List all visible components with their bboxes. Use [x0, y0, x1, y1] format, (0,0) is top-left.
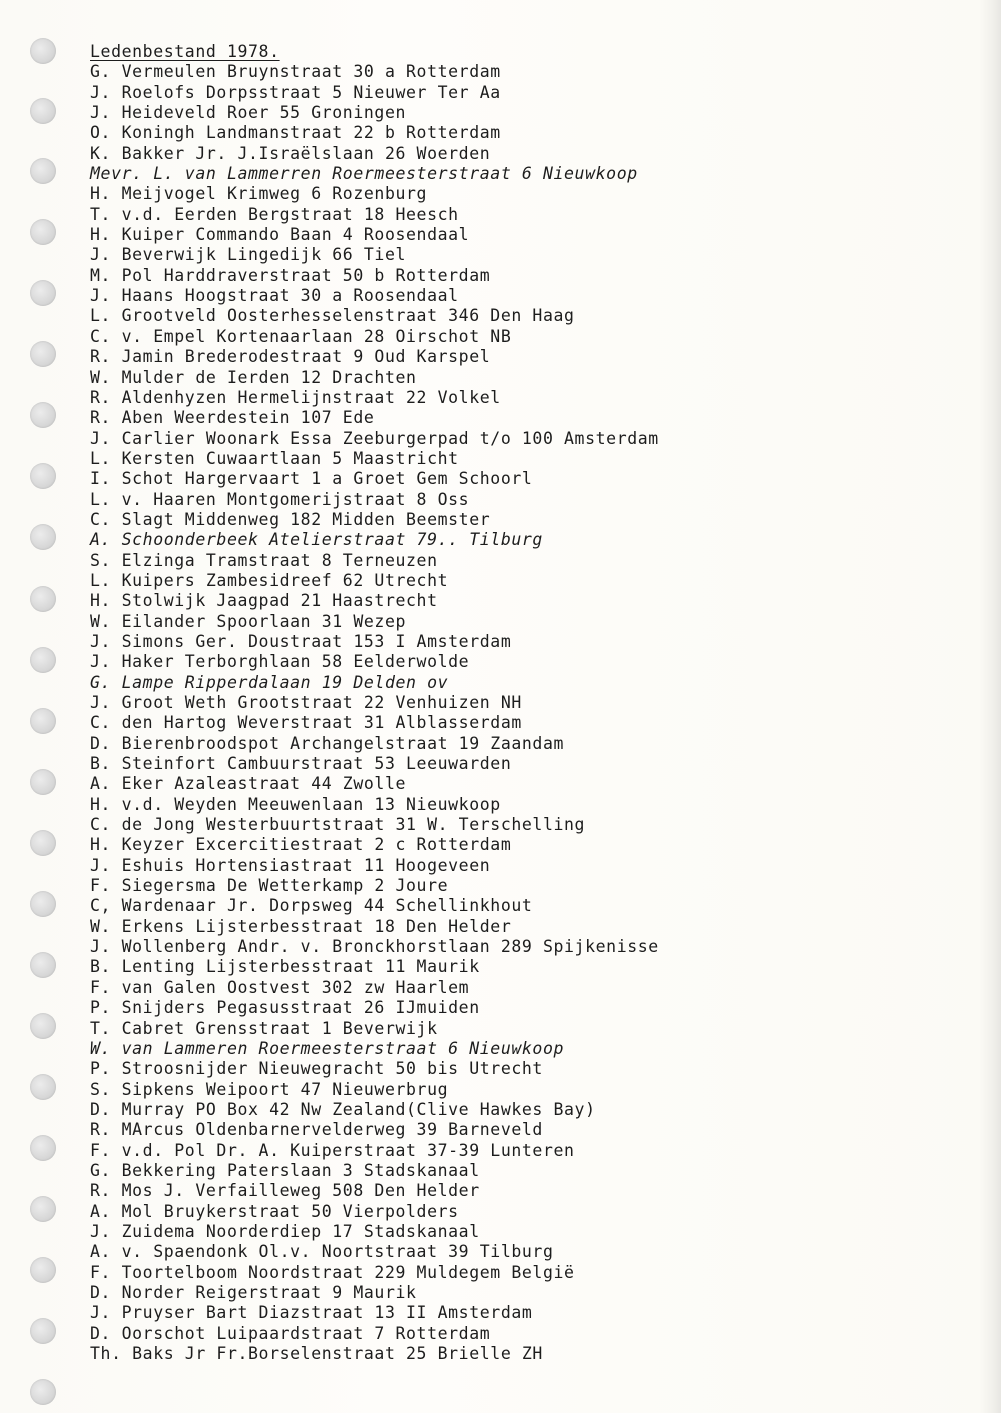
punch-hole: [30, 280, 56, 306]
member-entry: C. de Jong Westerbuurtstraat 31 W. Terschelling: [90, 815, 586, 835]
punch-hole: [30, 891, 56, 917]
punch-hole: [30, 38, 56, 64]
member-entry: F. van Galen Oostvest 302 zw Haarlem: [90, 977, 470, 997]
punch-hole: [30, 1257, 56, 1283]
member-entry: A. Eker Azaleastraat 44 Zwolle: [90, 774, 407, 794]
punch-hole: [30, 708, 56, 734]
member-entry: L. Kuipers Zambesidreef 62 Utrecht: [90, 570, 449, 590]
member-entry: T. v.d. Eerden Bergstraat 18 Heesch: [90, 204, 459, 224]
punch-hole: [30, 1013, 56, 1039]
member-entry: A. Schoonderbeek Atelierstraat 79.. Tilburg: [90, 530, 543, 550]
member-entry: P. Stroosnijder Nieuwegracht 50 bis Utrecht: [90, 1059, 543, 1079]
member-entry: D. Oorschot Luipaardstraat 7 Rotterdam: [90, 1323, 491, 1343]
punch-hole: [30, 1379, 56, 1405]
member-entry: B. Lenting Lijsterbesstraat 11 Maurik: [90, 957, 480, 977]
member-entry: G. Lampe Ripperdalaan 19 Delden ov: [90, 672, 449, 692]
punch-hole: [30, 98, 56, 124]
member-list: [90, 62, 970, 1364]
member-entry: R. Aldenhyzen Hermelijnstraat 22 Volkel: [90, 387, 501, 407]
member-entry: K. Bakker Jr. J.Israëlslaan 26 Woerden: [90, 143, 491, 163]
punch-hole: [30, 1074, 56, 1100]
member-entry: C. v. Empel Kortenaarlaan 28 Oirschot NB: [90, 326, 512, 346]
member-entry: W. Mulder de Ierden 12 Drachten: [90, 367, 417, 387]
member-entry: J. Pruyser Bart Diazstraat 13 II Amsterdam: [90, 1303, 533, 1323]
member-entry: D. Murray PO Box 42 Nw Zealand(Clive Hawkes Bay): [90, 1099, 596, 1119]
member-entry: J. Haker Terborghlaan 58 Eelderwolde: [90, 652, 470, 672]
punch-holes: [30, 38, 60, 1408]
member-entry: T. Cabret Grensstraat 1 Beverwijk: [90, 1018, 438, 1038]
member-entry: H. Meijvogel Krimweg 6 Rozenburg: [90, 184, 428, 204]
member-entry: L. Grootveld Oosterhesselenstraat 346 Den Haag: [90, 306, 575, 326]
member-entry: H. Keyzer Excercitiestraat 2 c Rotterdam: [90, 835, 512, 855]
punch-hole: [30, 463, 56, 489]
punch-hole: [30, 341, 56, 367]
member-entry: J. Groot Weth Grootstraat 22 Venhuizen NH: [90, 693, 522, 712]
member-entry: C. Slagt Middenweg 182 Midden Beemster: [90, 509, 491, 529]
member-entry: Mevr. L. van Lammerren Roermeesterstraat 6 Nieuwkoop: [90, 164, 638, 184]
member-entry: I. Schot Hargervaart 1 a Groet Gem Schoorl: [90, 469, 533, 489]
member-entry: Th. Baks Jr Fr.Borselenstraat 25 Brielle ZH: [90, 1344, 543, 1363]
member-entry: W. van Lammeren Roermeesterstraat 6 Nieuwkoop: [90, 1038, 565, 1058]
member-entry: J. Wollenberg Andr. v. Bronckhorstlaan 289 Spijkenisse: [90, 937, 659, 957]
member-entry: R. Aben Weerdestein 107 Ede: [90, 408, 375, 428]
punch-hole: [30, 1318, 56, 1344]
member-entry: D. Bierenbroodspot Archangelstraat 19 Zaandam: [90, 733, 565, 753]
member-entry: S. Sipkens Weipoort 47 Nieuwerbrug: [90, 1079, 449, 1099]
member-entry: F. v.d. Pol Dr. A. Kuiperstraat 37-39 Lunteren: [90, 1140, 575, 1160]
member-entry: R. Mos J. Verfailleweg 508 Den Helder: [90, 1181, 480, 1201]
member-entry: H. v.d. Weyden Meeuwenlaan 13 Nieuwkoop: [90, 794, 501, 814]
punch-hole: [30, 1135, 56, 1161]
member-entry: W. Erkens Lijsterbesstraat 18 Den Helder: [90, 916, 512, 936]
member-entry: H. Kuiper Commando Baan 4 Roosendaal: [90, 225, 470, 245]
member-entry: B. Steinfort Cambuurstraat 53 Leeuwarden: [90, 754, 512, 774]
member-entry: P. Snijders Pegasusstraat 26 IJmuiden: [90, 998, 480, 1018]
member-entry: R. Jamin Brederodestraat 9 Oud Karspel: [90, 347, 491, 367]
member-entry: C, Wardenaar Jr. Dorpsweg 44 Schellinkhout: [90, 896, 533, 916]
member-entry: J. Haans Hoogstraat 30 a Roosendaal: [90, 286, 459, 306]
member-entry: J. Simons Ger. Doustraat 153 I Amsterdam: [90, 631, 512, 651]
member-entry: F. Siegersma De Wetterkamp 2 Joure: [90, 876, 449, 896]
punch-hole: [30, 586, 56, 612]
page-edge-shadow: [979, 0, 1001, 1413]
member-list-document: [90, 42, 970, 1364]
member-entry: J. Beverwijk Lingedijk 66 Tiel: [90, 245, 407, 265]
member-entry: O. Koningh Landmanstraat 22 b Rotterdam: [90, 123, 501, 143]
punch-hole: [30, 1196, 56, 1222]
member-entry: F. Toortelboom Noordstraat 229 Muldegem België: [90, 1262, 575, 1282]
punch-hole: [30, 219, 56, 245]
punch-hole: [30, 952, 56, 978]
member-entry: D. Norder Reigerstraat 9 Maurik: [90, 1282, 417, 1302]
member-entry: L. Kersten Cuwaartlaan 5 Maastricht: [90, 448, 459, 468]
punch-hole: [30, 769, 56, 795]
member-entry: A. Mol Bruykerstraat 50 Vierpolders: [90, 1201, 459, 1221]
member-entry: G. Vermeulen Bruynstraat 30 a Rotterdam: [90, 62, 501, 82]
punch-hole: [30, 158, 56, 184]
member-entry: H. Stolwijk Jaagpad 21 Haastrecht: [90, 591, 438, 611]
member-entry: J. Roelofs Dorpsstraat 5 Nieuwer Ter Aa: [90, 82, 501, 102]
member-entry: J. Eshuis Hortensiastraat 11 Hoogeveen: [90, 855, 491, 875]
member-entry: J. Zuidema Noorderdiep 17 Stadskanaal: [90, 1221, 480, 1241]
member-entry: G. Bekkering Paterslaan 3 Stadskanaal: [90, 1160, 480, 1180]
member-entry: A. v. Spaendonk Ol.v. Noortstraat 39 Tilburg: [90, 1242, 554, 1262]
member-entry: S. Elzinga Tramstraat 8 Terneuzen: [90, 550, 438, 570]
punch-hole: [30, 524, 56, 550]
member-entry: W. Eilander Spoorlaan 31 Wezep: [90, 611, 407, 631]
member-entry: J. Heideveld Roer 55 Groningen: [90, 103, 407, 123]
punch-hole: [30, 647, 56, 673]
member-entry: R. MArcus Oldenbarnervelderweg 39 Barneveld: [90, 1120, 543, 1140]
punch-hole: [30, 830, 56, 856]
member-entry: M. Pol Harddraverstraat 50 b Rotterdam: [90, 265, 491, 285]
member-entry: J. Carlier Woonark Essa Zeeburgerpad t/o 100 Amsterdam: [90, 428, 659, 448]
member-entry: L. v. Haaren Montgomerijstraat 8 Oss: [90, 489, 470, 509]
document-title: Ledenbestand 1978.: [90, 42, 280, 61]
punch-hole: [30, 402, 56, 428]
member-entry: C. den Hartog Weverstraat 31 Alblasserdam: [90, 713, 522, 733]
